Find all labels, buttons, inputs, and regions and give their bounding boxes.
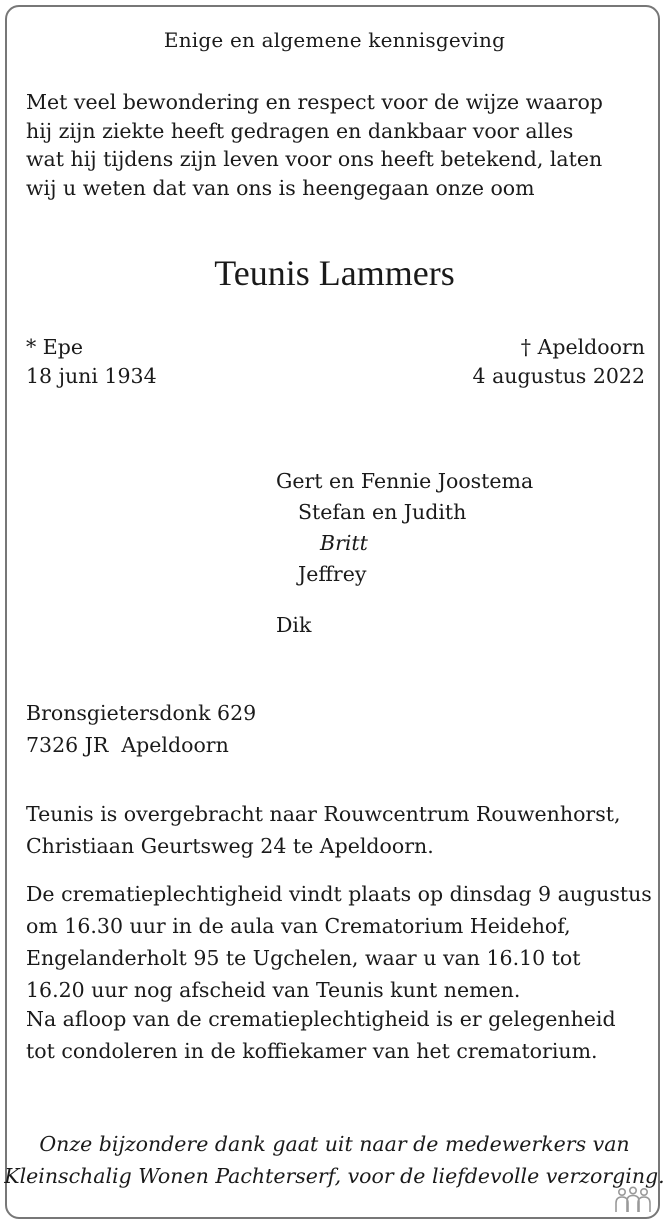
- address-city: 7326 JR Apeldoorn: [26, 733, 229, 757]
- paragraph-line: Na afloop van de crematieplechtigheid is er gelegenheid: [26, 1007, 616, 1031]
- family-other: Dik: [276, 613, 312, 637]
- family-child: Stefan en Judith: [298, 500, 467, 524]
- address-street: Bronsgietersdonk 629: [26, 701, 257, 725]
- paragraph-line: Teunis is overgebracht naar Rouwcentrum Rouwenhorst,: [26, 802, 621, 826]
- intro-line: Met veel bewondering en respect voor de wijze waarop: [26, 90, 603, 114]
- death-info: [473, 333, 645, 391]
- thanks-line: Kleinschalig Wonen Pachterserf, voor de liefdevolle verzorging.: [4, 1164, 665, 1188]
- paragraph-line: tot condoleren in de koffiekamer van het crematorium.: [26, 1039, 598, 1063]
- paragraph-line: 16.20 uur nog afscheid van Teunis kunt nemen.: [26, 978, 521, 1002]
- birth-place: * Epe: [26, 335, 83, 359]
- family-list: [276, 466, 533, 641]
- transfer-paragraph: [26, 798, 646, 862]
- family-couple: Gert en Fennie Joostema: [276, 469, 534, 493]
- paragraph-line: om 16.30 uur in de aula van Crematorium Heidehof,: [26, 914, 571, 938]
- condolence-paragraph: [26, 1003, 646, 1067]
- paragraph-line: Christiaan Geurtsweg 24 te Apeldoorn.: [26, 834, 434, 858]
- ceremony-paragraph: [26, 878, 652, 1006]
- family-child: Jeffrey: [298, 562, 367, 586]
- death-place: † Apeldoorn: [520, 335, 645, 359]
- paragraph-line: Engelanderholt 95 te Ugchelen, waar u van 16.10 tot: [26, 946, 581, 970]
- death-date: 4 augustus 2022: [472, 364, 645, 388]
- birth-date: 18 juni 1934: [26, 364, 157, 388]
- deceased-name: Teunis Lammers: [214, 253, 455, 293]
- thanks-text: [0, 1128, 669, 1192]
- intro-line: hij zijn ziekte heeft gedragen en dankbaar voor alles: [26, 118, 574, 143]
- birth-info: [26, 333, 157, 391]
- intro-text: [26, 88, 646, 203]
- thanks-line: Onze bijzondere dank gaat uit naar de medewerkers van: [39, 1132, 630, 1156]
- address-block: [26, 697, 256, 761]
- paragraph-line: De crematieplechtigheid vindt plaats op dinsdag 9 augustus: [26, 882, 652, 906]
- intro-line: wij u weten dat van ons is heengegaan onze oom: [26, 176, 535, 201]
- people-logo-icon: [613, 1186, 653, 1214]
- family-grandchild: Britt: [320, 531, 368, 555]
- intro-line: wat hij tijdens zijn leven voor ons heeft betekend, laten: [26, 147, 603, 172]
- notice-heading: Enige en algemene kennisgeving: [163, 28, 506, 52]
